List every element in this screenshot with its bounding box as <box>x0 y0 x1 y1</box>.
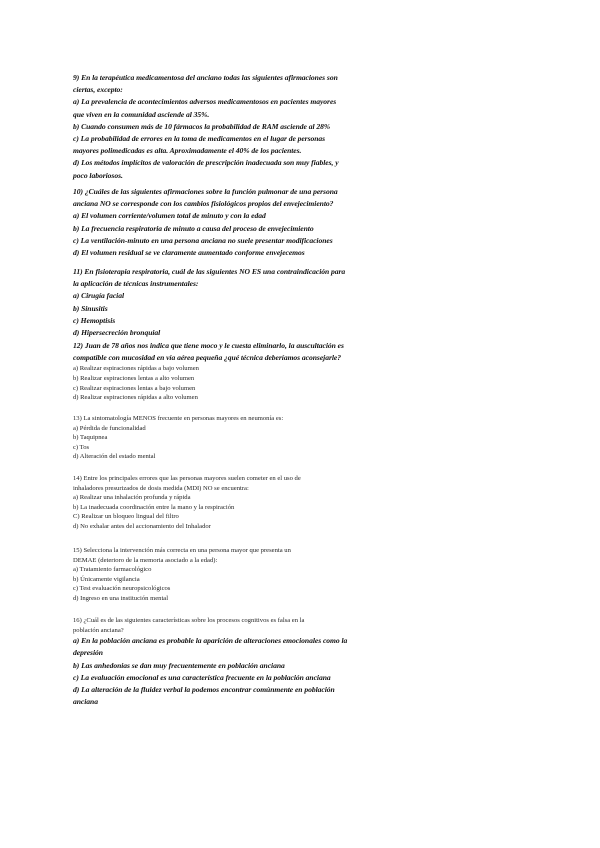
question-15-line: DEMAE (deterioro de la memoria asociado a la edad): <box>73 556 218 564</box>
question-12-line: compatible con mucosidad en vía aérea pequeña ¿qué técnica deberíamos aconsejarle? <box>73 353 341 363</box>
question-14-option-d: d) No exhalar antes del accionamiento del Inhalador <box>73 522 211 530</box>
question-11 <box>73 266 345 339</box>
question-15-option-d: d) Ingreso en una institución mental <box>73 594 169 602</box>
question-10-option-c: c) La ventilación-minuto en una persona anciana no suele presentar modificaciones <box>73 235 333 245</box>
question-9-option-d-cont: poco laboriosos. <box>73 170 123 180</box>
question-12-line: 12) Juan de 78 años nos indica que tiene moco y le cuesta eliminarlo, la auscultación es <box>73 341 344 350</box>
question-10-option-b: b) La frecuencia respiratoria de minuto a causa del proceso de envejecimiento <box>73 223 314 233</box>
question-15-line: 15) Selecciona la intervención más correcta en una persona mayor que presenta un <box>73 547 291 554</box>
question-15 <box>73 546 291 604</box>
question-13-option-a: a) Pérdida de funcionalidad <box>73 424 146 432</box>
question-13-line: 13) La sintomatología MENOS frecuente en personas mayores en neumonía es: <box>73 415 284 422</box>
question-13-option-d: d) Alteración del estado mental <box>73 453 156 461</box>
question-13 <box>73 414 283 462</box>
question-11-line: 11) En fisioterapia respiratoria, cuál de las siguientes NO ES una contraindicación para <box>73 267 346 276</box>
question-11-line: la aplicación de técnicas instrumentales: <box>73 279 199 289</box>
question-15-option-b: b) Únicamente vigilancia <box>73 575 140 583</box>
question-12-option-d: d) Realizar espiraciones rápidas a alto volumen <box>73 394 198 402</box>
question-10-option-d: d) El volumen residual se ve claramente aumentado conforme envejecemos <box>73 248 305 258</box>
question-16-option-b: b) Las anhedonias se dan muy frecuentemente en población anciana <box>73 660 285 670</box>
question-15-option-a: a) Tratamiento farmacológico <box>73 566 152 574</box>
question-10-line: anciana NO se corresponde con los cambios fisiológicos propios del envejecimiento? <box>73 199 334 209</box>
question-12-option-b: b) Realizar espiraciones lentas a alto volumen <box>73 375 195 382</box>
question-14 <box>73 474 301 532</box>
question-9-option-a-cont: que viven en la comunidad asciende al 35%. <box>73 109 210 119</box>
question-9 <box>73 72 339 182</box>
question-11-option-c: c) Hemoptisis <box>73 315 116 325</box>
question-16-option-c: c) La evaluación emocional es una característica frecuente en la población anciana <box>73 672 331 682</box>
question-16-option-a: a) En la población anciana es probable la aparición de alteraciones emocionales como la <box>73 636 348 646</box>
question-10-option-a: a) El volumen corriente/volumen total de minuto y con la edad <box>73 211 266 221</box>
question-14-line: 14) Entre los principales errores que las personas mayores suelen cometer en el uso de <box>73 475 301 482</box>
question-12-option-c: c) Realizar espiraciones lentas a bajo volumen <box>73 384 196 392</box>
question-9-line: 9) En la terapéutica medicamentosa del anciano todas las siguientes afirmaciones son <box>73 73 338 82</box>
question-9-option-b: b) Cuando consumen más de 10 fármacos la probabilidad de RAM asciende al 28% <box>73 121 331 131</box>
question-9-option-c-cont: mayores polimedicadas es alta. Aproximadamente el 40% de los pacientes. <box>73 146 302 156</box>
question-11-option-b: b) Sinusitis <box>73 303 108 313</box>
question-9-line: ciertas, excepto: <box>73 85 123 95</box>
question-12 <box>73 340 344 403</box>
question-15-option-c: c) Test evaluación neuropsicológicos <box>73 585 171 593</box>
question-16-option-a-cont: depresión <box>73 648 103 658</box>
question-16-line: población anciana? <box>73 626 124 634</box>
question-10 <box>73 186 338 259</box>
question-14-option-b: b) La inadecuada coordinación entre la mano y la respiración <box>73 503 235 511</box>
question-14-line: inhaladores presurizados de dosis medida (MDI) NO se encuentra: <box>73 484 249 492</box>
question-10-line: 10) ¿Cuáles de las siguientes afirmaciones sobre la función pulmonar de una persona <box>73 187 338 196</box>
question-11-option-d: d) Hipersecreción bronquial <box>73 328 161 338</box>
question-9-option-d: d) Los métodos implícitos de valoración de prescripción inadecuada son muy fiables, y <box>73 158 339 168</box>
question-9-option-c: c) La probabilidad de errores en la toma de medicamentos en el lugar de personas <box>73 134 326 144</box>
question-13-option-b: b) Taquipnea <box>73 434 108 442</box>
question-16-line: 16) ¿Cuál es de las siguientes características sobre los procesos cognitivos es falsa en la <box>73 617 305 624</box>
question-16 <box>73 616 347 708</box>
question-16-option-d-cont: anciana <box>73 697 98 707</box>
question-9-option-a: a) La prevalencia de acontecimientos adversos medicamentosos en pacientes mayores <box>73 97 337 107</box>
question-16-option-d: d) La alteración de la fluidez verbal la podemos encontrar comúnmente en población <box>73 685 335 694</box>
question-12-option-a: a) Realizar espiraciones rápidas a bajo volumen <box>73 365 199 373</box>
question-14-option-c: C) Realizar un bloqueo lingual del filtro <box>73 513 179 521</box>
question-13-option-c: c) Tos <box>73 443 90 451</box>
question-14-option-a: a) Realizar una inhalación profunda y rápida <box>73 494 191 502</box>
question-11-option-a: a) Cirugía facial <box>73 291 125 301</box>
